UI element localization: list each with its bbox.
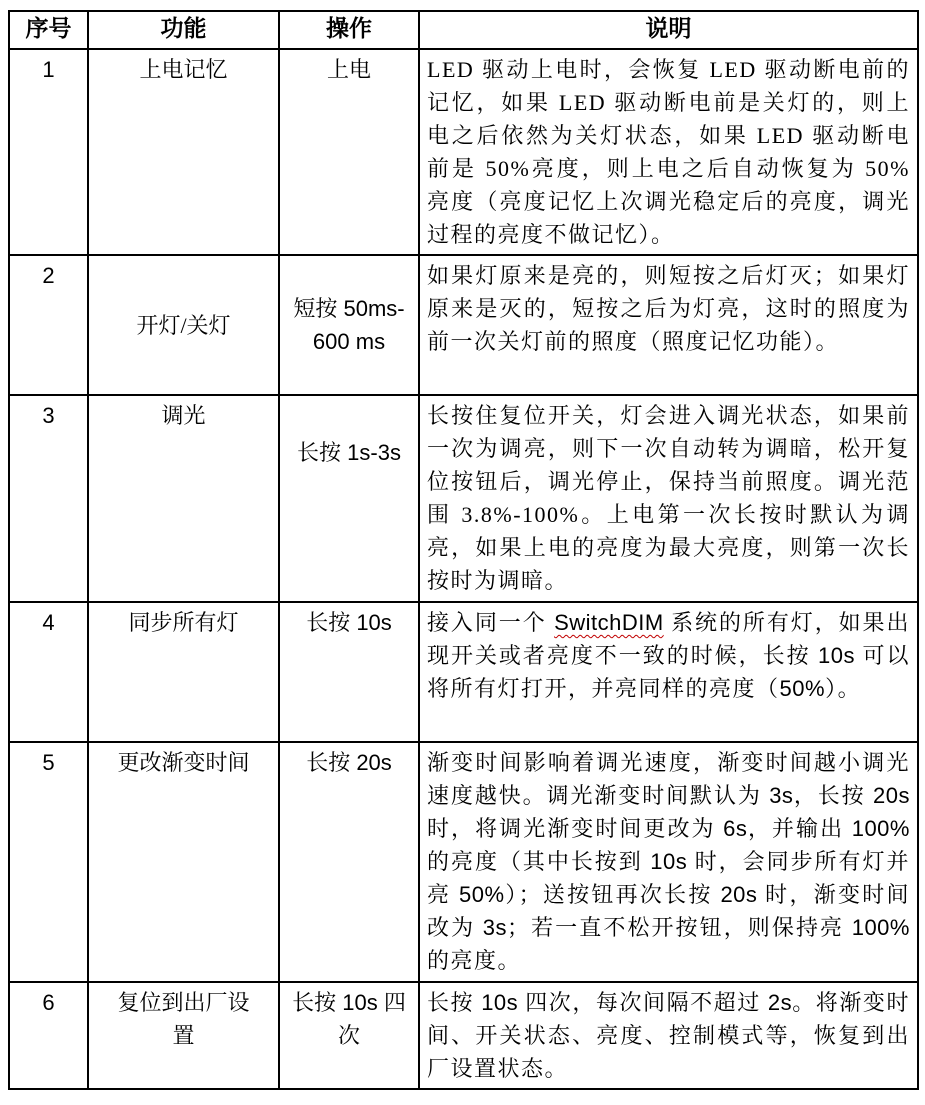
- row-number-cell: 2: [9, 255, 88, 395]
- operation-cell: 长按 10s 四次: [279, 982, 419, 1089]
- function-table: [8, 10, 919, 1090]
- table-row: [9, 742, 918, 982]
- row-number-cell: 1: [9, 49, 88, 255]
- table-row: [9, 395, 918, 602]
- table-header-row: [9, 11, 918, 49]
- operation-cell: 短按 50ms-600 ms: [279, 255, 419, 395]
- operation-cell: 长按 1s-3s: [279, 395, 419, 602]
- column-header-operation: 操作: [279, 11, 419, 49]
- table-row: [9, 982, 918, 1089]
- description-cell: 如果灯原来是亮的，则短按之后灯灭；如果灯原来是灭的，短按之后为灯亮，这时的照度为前一次关灯前的照度（照度记忆功能）。: [419, 255, 918, 395]
- operation-cell: 上电: [279, 49, 419, 255]
- row-number-cell: 5: [9, 742, 88, 982]
- function-cell: 复位到出厂设置: [88, 982, 279, 1089]
- function-cell: 同步所有灯: [88, 602, 279, 742]
- row-number-cell: 3: [9, 395, 88, 602]
- description-cell: 接入同一个 SwitchDIM 系统的所有灯，如果出现开关或者亮度不一致的时候，长按 10s 可以将所有灯打开，并亮同样的亮度（50%）。: [419, 602, 918, 742]
- row-number-cell: 4: [9, 602, 88, 742]
- table-row: [9, 255, 918, 395]
- column-header-function: 功能: [88, 11, 279, 49]
- description-cell: LED 驱动上电时，会恢复 LED 驱动断电前的记忆，如果 LED 驱动断电前是关灯的，则上电之后依然为关灯状态，如果 LED 驱动断电前是 50%亮度，则上电之后自动恢复为 50% 亮度（亮度记忆上次调光稳定后的亮度，调光过程的亮度不做记忆）。: [419, 49, 918, 255]
- function-cell: 上电记忆: [88, 49, 279, 255]
- description-cell: 长按 10s 四次，每次间隔不超过 2s。将渐变时间、开关状态、亮度、控制模式等，恢复到出厂设置状态。: [419, 982, 918, 1089]
- table-row: [9, 49, 918, 255]
- column-header-description: 说明: [419, 11, 918, 49]
- row-number-cell: 6: [9, 982, 88, 1089]
- table-row: [9, 602, 918, 742]
- function-cell: 调光: [88, 395, 279, 602]
- function-cell: 开灯/关灯: [88, 255, 279, 395]
- description-cell: 渐变时间影响着调光速度，渐变时间越小调光速度越快。调光渐变时间默认为 3s，长按 20s 时，将调光渐变时间更改为 6s，并输出 100%的亮度（其中长按到 10s 时，会同步所有灯并亮 50%）；送按钮再次长按 20s 时，渐变时间改为 3s；若一直不松开按钮，则保持亮 100%的亮度。: [419, 742, 918, 982]
- column-header-index: 序号: [9, 11, 88, 49]
- operation-cell: 长按 10s: [279, 602, 419, 742]
- operation-cell: 长按 20s: [279, 742, 419, 982]
- description-cell: 长按住复位开关，灯会进入调光状态，如果前一次为调亮，则下一次自动转为调暗，松开复位按钮后，调光停止，保持当前照度。调光范围 3.8%-100%。上电第一次长按时默认为调亮，如果上电的亮度为最大亮度，则第一次长按时为调暗。: [419, 395, 918, 602]
- function-cell: 更改渐变时间: [88, 742, 279, 982]
